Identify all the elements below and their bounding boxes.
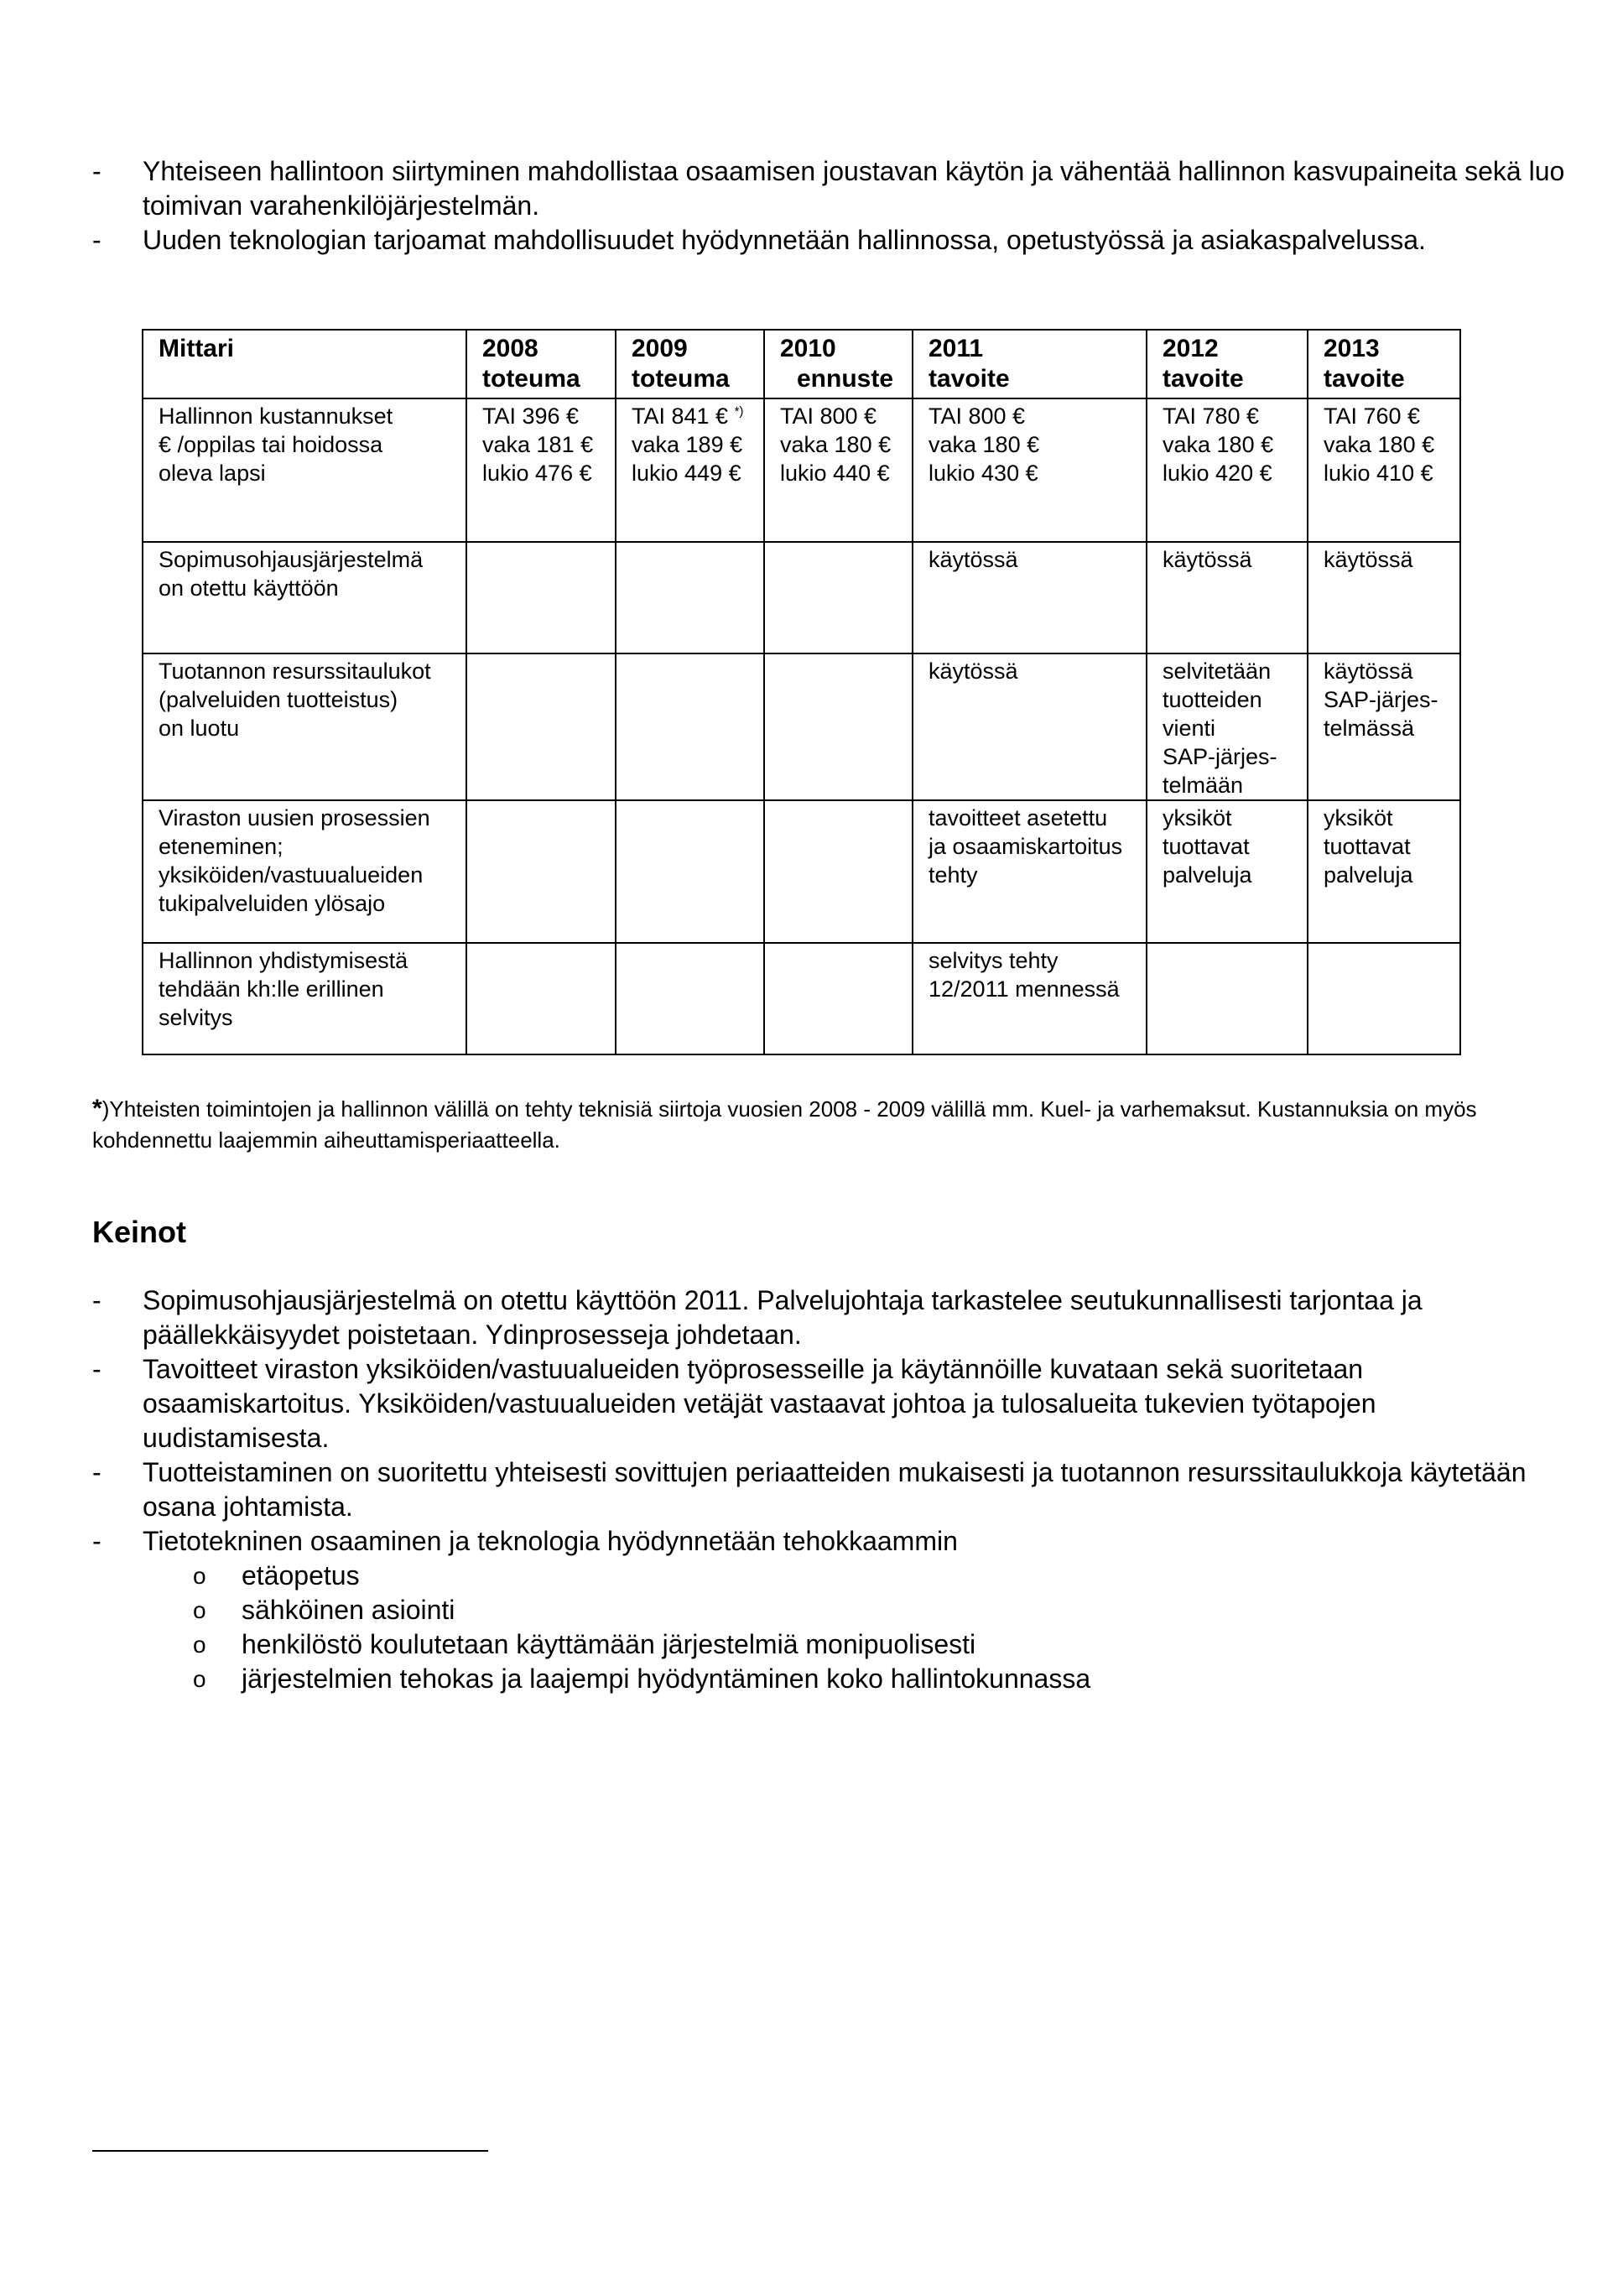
cell-line: [1324, 545, 1459, 574]
table-cell: [466, 653, 616, 800]
cell-line: [159, 714, 466, 742]
column-header: [913, 330, 1147, 398]
column-header: [764, 330, 913, 398]
header-line: Mittari: [159, 335, 234, 362]
keinot-sub-bullet: [193, 1559, 1500, 1593]
table-cell: [616, 653, 764, 800]
table-cell: [616, 943, 764, 1054]
cell-line: [1163, 861, 1307, 889]
keinot-bullet: [92, 1455, 1568, 1524]
column-header: [466, 330, 616, 398]
cell-text: 12/2011 mennessä: [929, 976, 1120, 1002]
cell-text: lukio 420 €: [1163, 461, 1272, 486]
cell-line: [1324, 402, 1459, 430]
cell-text: selvitetään: [1163, 659, 1272, 684]
cell-text: lukio 440 €: [780, 461, 890, 486]
cell-text: vaka 181 €: [482, 432, 594, 457]
table-cell: [913, 398, 1147, 542]
table-cell: [1147, 398, 1308, 542]
table-cell: [764, 800, 913, 943]
circle-marker: o: [193, 1632, 206, 1658]
column-header: [143, 330, 466, 398]
cell-line: [159, 975, 466, 1003]
header-line: 2011: [929, 335, 984, 362]
cell-line: [159, 657, 466, 685]
cell-text: telmässä: [1324, 716, 1415, 741]
cell-text: tukipalveluiden ylösajo: [159, 891, 386, 916]
cell-text: telmään: [1163, 773, 1244, 798]
footnote-reference: *): [734, 404, 744, 419]
table-cell: [466, 398, 616, 542]
cell-line: [1163, 742, 1307, 771]
cell-line: [159, 574, 466, 602]
header-line: 2010: [780, 335, 836, 362]
cell-text: yksiköt: [1324, 805, 1393, 830]
cell-line: [929, 832, 1146, 861]
keinot-sub-bullet: [193, 1593, 1500, 1627]
circle-marker: o: [193, 1666, 206, 1692]
cell-text: lukio 476 €: [482, 461, 592, 486]
header-line: ennuste: [797, 365, 894, 393]
table-cell: [1147, 542, 1308, 653]
cell-text: vienti: [1163, 716, 1216, 741]
cell-line: [929, 402, 1146, 430]
header-line: 2009: [632, 335, 688, 362]
cell-text: vaka 180 €: [780, 432, 892, 457]
cell-text: on luotu: [159, 716, 240, 741]
cell-text: käytössä: [1324, 659, 1413, 684]
cell-text: tuottavat: [1163, 834, 1250, 859]
table-cell: [616, 542, 764, 653]
cell-line: [929, 861, 1146, 889]
cell-text: SAP-järjes-: [1163, 744, 1277, 769]
dash-marker: -: [92, 1354, 101, 1384]
keinot-sub-bullet: [193, 1627, 1500, 1662]
sub-bullet-text: järjestelmien tehokas ja laajempi hyödyntäminen koko hallintokunnassa: [242, 1663, 1091, 1694]
cell-line: [159, 889, 466, 918]
cell-line: [929, 804, 1146, 832]
table-cell: [913, 800, 1147, 943]
cell-line: [929, 430, 1146, 459]
cell-line: [159, 804, 466, 832]
cell-line: [1324, 804, 1459, 832]
cell-line: [929, 657, 1146, 685]
header-line: tavoite: [1324, 365, 1405, 393]
header-line: toteuma: [632, 365, 730, 393]
cell-line: [482, 430, 615, 459]
cell-line: [929, 459, 1146, 487]
table-header-row: [143, 330, 1460, 398]
cell-text: käytössä: [1163, 547, 1252, 572]
cell-text: TAI 800 €: [780, 403, 877, 429]
cell-line: [1163, 771, 1307, 799]
bullet-text: Tuotteistaminen on suoritettu yhteisesti sovittujen periaatteiden mukaisesti ja tuotannon resurssitaulukkoja käytetään osana johtamista.: [143, 1457, 1527, 1522]
cell-line: [1324, 714, 1459, 742]
cell-line: [159, 1003, 466, 1032]
footnote-text: )Yhteisten toimintojen ja hallinnon välillä on tehty teknisiä siirtoja vuosien 2008 - 2009 välillä mm. Kuel- ja varhemaksut. Kustannuksia on myös kohdennettu laajemmin aiheuttamisperiaatteella.: [92, 1096, 1477, 1153]
table-row: [143, 542, 1460, 653]
sub-bullet-text: sähköinen asiointi: [242, 1595, 455, 1625]
table-cell: [466, 800, 616, 943]
table-cell: [1147, 800, 1308, 943]
cell-text: käytössä: [1324, 547, 1413, 572]
cell-text: TAI 780 €: [1163, 403, 1260, 429]
table-row: [143, 943, 1460, 1054]
cell-line: [159, 946, 466, 975]
cell-line: [482, 402, 615, 430]
cell-line: [780, 430, 912, 459]
table-cell: [616, 398, 764, 542]
cell-text: tuotteiden: [1163, 687, 1262, 712]
cell-line: [1163, 804, 1307, 832]
sub-bullet-text: etäopetus: [242, 1560, 360, 1591]
cell-line: [929, 946, 1146, 975]
keinot-bullet: [92, 1283, 1568, 1352]
footnote-separator: [92, 2150, 488, 2152]
cell-text: TAI 396 €: [482, 403, 580, 429]
header-line: 2013: [1324, 335, 1380, 362]
column-header: [1308, 330, 1460, 398]
header-line: 2012: [1163, 335, 1219, 362]
cell-line: [159, 459, 466, 487]
cell-text: Viraston uusien prosessien: [159, 805, 430, 830]
header-line: 2008: [482, 335, 538, 362]
cell-line: [159, 861, 466, 889]
cell-text: palveluja: [1324, 862, 1413, 888]
cell-text: selvitys tehty: [929, 948, 1059, 973]
cell-line: [1163, 430, 1307, 459]
cell-line: [1163, 657, 1307, 685]
table-cell: [764, 398, 913, 542]
table-cell: [913, 542, 1147, 653]
cell-line: [1163, 685, 1307, 714]
cell-line: [159, 545, 466, 574]
cell-text: TAI 760 €: [1324, 403, 1421, 429]
table-cell: [1308, 398, 1460, 542]
table-cell: [1308, 943, 1460, 1054]
cell-text: vaka 180 €: [1163, 432, 1274, 457]
cell-text: käytössä: [929, 659, 1018, 684]
keinot-sub-bullet: [193, 1662, 1500, 1696]
cell-text: käytössä: [929, 547, 1018, 572]
column-header: [616, 330, 764, 398]
cell-line: [159, 685, 466, 714]
table-cell: [913, 653, 1147, 800]
column-header: [1147, 330, 1308, 398]
dash-marker: -: [92, 1526, 101, 1556]
table-cell: [466, 542, 616, 653]
mittari-table: [142, 329, 1461, 1055]
cell-text: vaka 180 €: [1324, 432, 1435, 457]
keinot-bullet-list: [92, 1283, 1568, 1696]
table-cell: [764, 542, 913, 653]
cell-text: SAP-järjes-: [1324, 687, 1438, 712]
cell-text: lukio 449 €: [632, 461, 741, 486]
cell-text: Sopimusohjausjärjestelmä: [159, 547, 424, 572]
cell-text: lukio 410 €: [1324, 461, 1433, 486]
cell-line: [1324, 657, 1459, 685]
cell-text: € /oppilas tai hoidossa: [159, 432, 383, 457]
cell-text: vaka 189 €: [632, 432, 743, 457]
table-cell: [616, 800, 764, 943]
table-cell: [143, 800, 466, 943]
cell-line: [159, 430, 466, 459]
cell-line: [780, 459, 912, 487]
cell-text: ja osaamiskartoitus: [929, 834, 1123, 859]
intro-bullet-list: [92, 154, 1568, 258]
cell-text: lukio 430 €: [929, 461, 1038, 486]
dash-marker: -: [92, 1285, 101, 1315]
circle-marker: o: [193, 1597, 206, 1623]
footnote-marker: *: [92, 1095, 102, 1122]
table-cell: [764, 943, 913, 1054]
cell-text: selvitys: [159, 1005, 233, 1030]
table-cell: [143, 542, 466, 653]
cell-text: Hallinnon yhdistymisestä: [159, 948, 408, 973]
cell-text: yksiköt: [1163, 805, 1232, 830]
section-heading: Keinot: [92, 1215, 186, 1249]
header-line: toteuma: [482, 365, 580, 393]
cell-line: [632, 402, 763, 430]
cell-text: Tuotannon resurssitaulukot: [159, 659, 431, 684]
table-row: [143, 398, 1460, 542]
cell-line: [1163, 714, 1307, 742]
table-cell: [1308, 542, 1460, 653]
cell-line: [632, 430, 763, 459]
table-cell: [1147, 653, 1308, 800]
table-footnote: [92, 1093, 1518, 1156]
table-cell: [143, 943, 466, 1054]
dash-marker: -: [92, 1457, 101, 1487]
cell-text: TAI 841 €: [632, 403, 729, 429]
cell-text: yksiköiden/vastuualueiden: [159, 862, 424, 888]
cell-line: [929, 975, 1146, 1003]
cell-text: TAI 800 €: [929, 403, 1026, 429]
bullet-text: Tietotekninen osaaminen ja teknologia hyödynnetään tehokkaammin: [143, 1526, 958, 1556]
table-cell: [1308, 800, 1460, 943]
dash-marker: -: [92, 225, 101, 255]
sub-bullet-text: henkilöstö koulutetaan käyttämään järjestelmiä monipuolisesti: [242, 1629, 976, 1659]
bullet-text: Tavoitteet viraston yksiköiden/vastuualueiden työprosesseille ja käytännöille kuvataan sekä suoritetaan osaamiskartoitus. Yksiköiden/vastuualueiden vetäjät vastaavat johtoa ja tulosalueita tukevien työtapojen uudistamisesta.: [143, 1354, 1376, 1453]
cell-line: [1324, 685, 1459, 714]
cell-line: [1163, 832, 1307, 861]
cell-line: [1324, 430, 1459, 459]
table-cell: [913, 943, 1147, 1054]
cell-line: [159, 402, 466, 430]
cell-text: eteneminen;: [159, 834, 284, 859]
table-row: [143, 653, 1460, 800]
bullet-text: Uuden teknologian tarjoamat mahdollisuudet hyödynnetään hallinnossa, opetustyössä ja asiakaspalvelussa.: [143, 225, 1426, 255]
cell-line: [1163, 545, 1307, 574]
table-cell: [143, 653, 466, 800]
cell-line: [482, 459, 615, 487]
header-line: tavoite: [929, 365, 1010, 393]
table-cell: [466, 943, 616, 1054]
dash-marker: -: [92, 156, 101, 186]
cell-line: [1324, 459, 1459, 487]
keinot-sub-list: [143, 1559, 1568, 1696]
cell-line: [1163, 402, 1307, 430]
bullet-text: Yhteiseen hallintoon siirtyminen mahdollistaa osaamisen joustavan käytön ja vähentää hallinnon kasvupaineita sekä luo toimivan varahenkilöjärjestelmän.: [143, 156, 1565, 221]
table-cell: [1308, 653, 1460, 800]
cell-text: oleva lapsi: [159, 461, 266, 486]
bullet-text: Sopimusohjausjärjestelmä on otettu käyttöön 2011. Palvelujohtaja tarkastelee seutukunnallisesti tarjontaa ja päällekkäisyydet poistetaan. Ydinprosesseja johdetaan.: [143, 1285, 1423, 1350]
intro-bullet: [92, 154, 1568, 223]
intro-bullet: [92, 223, 1568, 258]
table-cell: [1147, 943, 1308, 1054]
cell-text: tuottavat: [1324, 834, 1411, 859]
cell-text: tehdään kh:lle erillinen: [159, 976, 384, 1002]
table-cell: [764, 653, 913, 800]
cell-text: (palveluiden tuotteistus): [159, 687, 398, 712]
circle-marker: o: [193, 1563, 206, 1589]
keinot-bullet: [92, 1352, 1568, 1455]
keinot-bullet: [92, 1524, 1568, 1696]
cell-line: [159, 832, 466, 861]
table-row: [143, 800, 1460, 943]
cell-line: [780, 402, 912, 430]
table-cell: [143, 398, 466, 542]
header-line: tavoite: [1163, 365, 1244, 393]
cell-text: tavoitteet asetettu: [929, 805, 1108, 830]
cell-text: on otettu käyttöön: [159, 575, 339, 601]
cell-text: vaka 180 €: [929, 432, 1040, 457]
cell-text: tehty: [929, 862, 978, 888]
cell-text: palveluja: [1163, 862, 1252, 888]
cell-line: [1324, 832, 1459, 861]
cell-line: [929, 545, 1146, 574]
cell-line: [632, 459, 763, 487]
cell-line: [1163, 459, 1307, 487]
cell-text: Hallinnon kustannukset: [159, 403, 393, 429]
cell-line: [1324, 861, 1459, 889]
